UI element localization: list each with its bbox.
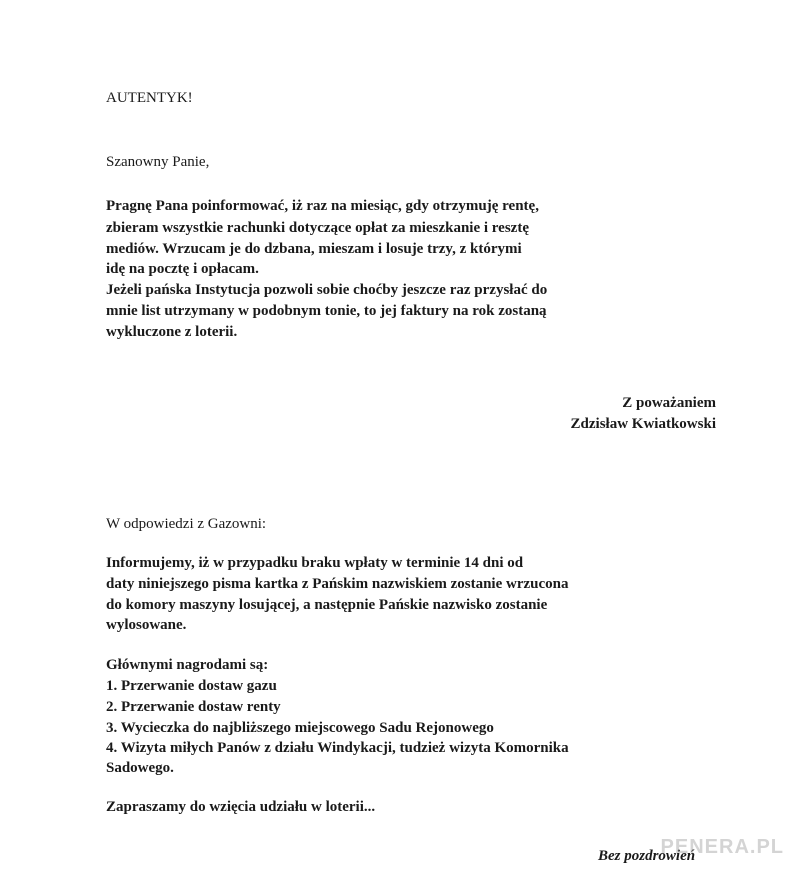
reply-body-line: wylosowane. [106,617,187,633]
prize-item: 3. Wycieczka do najbliższego miejscowego Sadu Rejonowego [106,720,494,736]
reply-body-line: daty niniejszego pisma kartka z Pańskim nazwiskiem zostanie wrzucona [106,576,569,592]
reply-closing: Bez pozdrowień [598,848,696,864]
letter-body-line: zbieram wszystkie rachunki dotyczące opłat za mieszkanie i resztę [106,220,529,236]
reply-body-line: do komory maszyny losującej, a następnie Pańskie nazwisko zostanie [106,597,548,613]
prizes-title: Głównymi nagrodami są: [106,657,269,673]
reply-header: W odpowiedzi z Gazowni: [106,516,267,532]
letter-body-line: wykluczone z loterii. [106,324,238,340]
prize-item: 2. Przerwanie dostaw renty [106,699,281,715]
letter-body-line: idę na pocztę i opłacam. [106,261,259,277]
watermark-logo: PENERA.PL [660,836,784,858]
letter-body-line: mnie list utrzymany w podobnym tonie, to jej faktury na rok zostaną [106,303,547,319]
reply-invitation: Zapraszamy do wzięcia udziału w loterii... [106,799,376,815]
prize-item: 1. Przerwanie dostaw gazu [106,678,277,694]
letter-header: AUTENTYK! [106,90,193,106]
letter-closing: Z poważaniem [622,395,716,411]
reply-body-line: Informujemy, iż w przypadku braku wpłaty w terminie 14 dni od [106,555,524,571]
letter-body-line: Jeżeli pańska Instytucja pozwoli sobie choćby jeszcze raz przysłać do [106,282,548,298]
letter-body-line: Pragnę Pana poinformować, iż raz na miesiąc, gdy otrzymuję rentę, [106,198,539,214]
letter-body-line: mediów. Wrzucam je do dzbana, mieszam i losuje trzy, z którymi [106,241,522,257]
prize-item: Sadowego. [106,760,174,776]
letter-signature: Zdzisław Kwiatkowski [570,416,716,432]
letter-greeting: Szanowny Panie, [106,154,210,170]
prize-item: 4. Wizyta miłych Panów z działu Windykacji, tudzież wizyta Komornika [106,740,569,756]
